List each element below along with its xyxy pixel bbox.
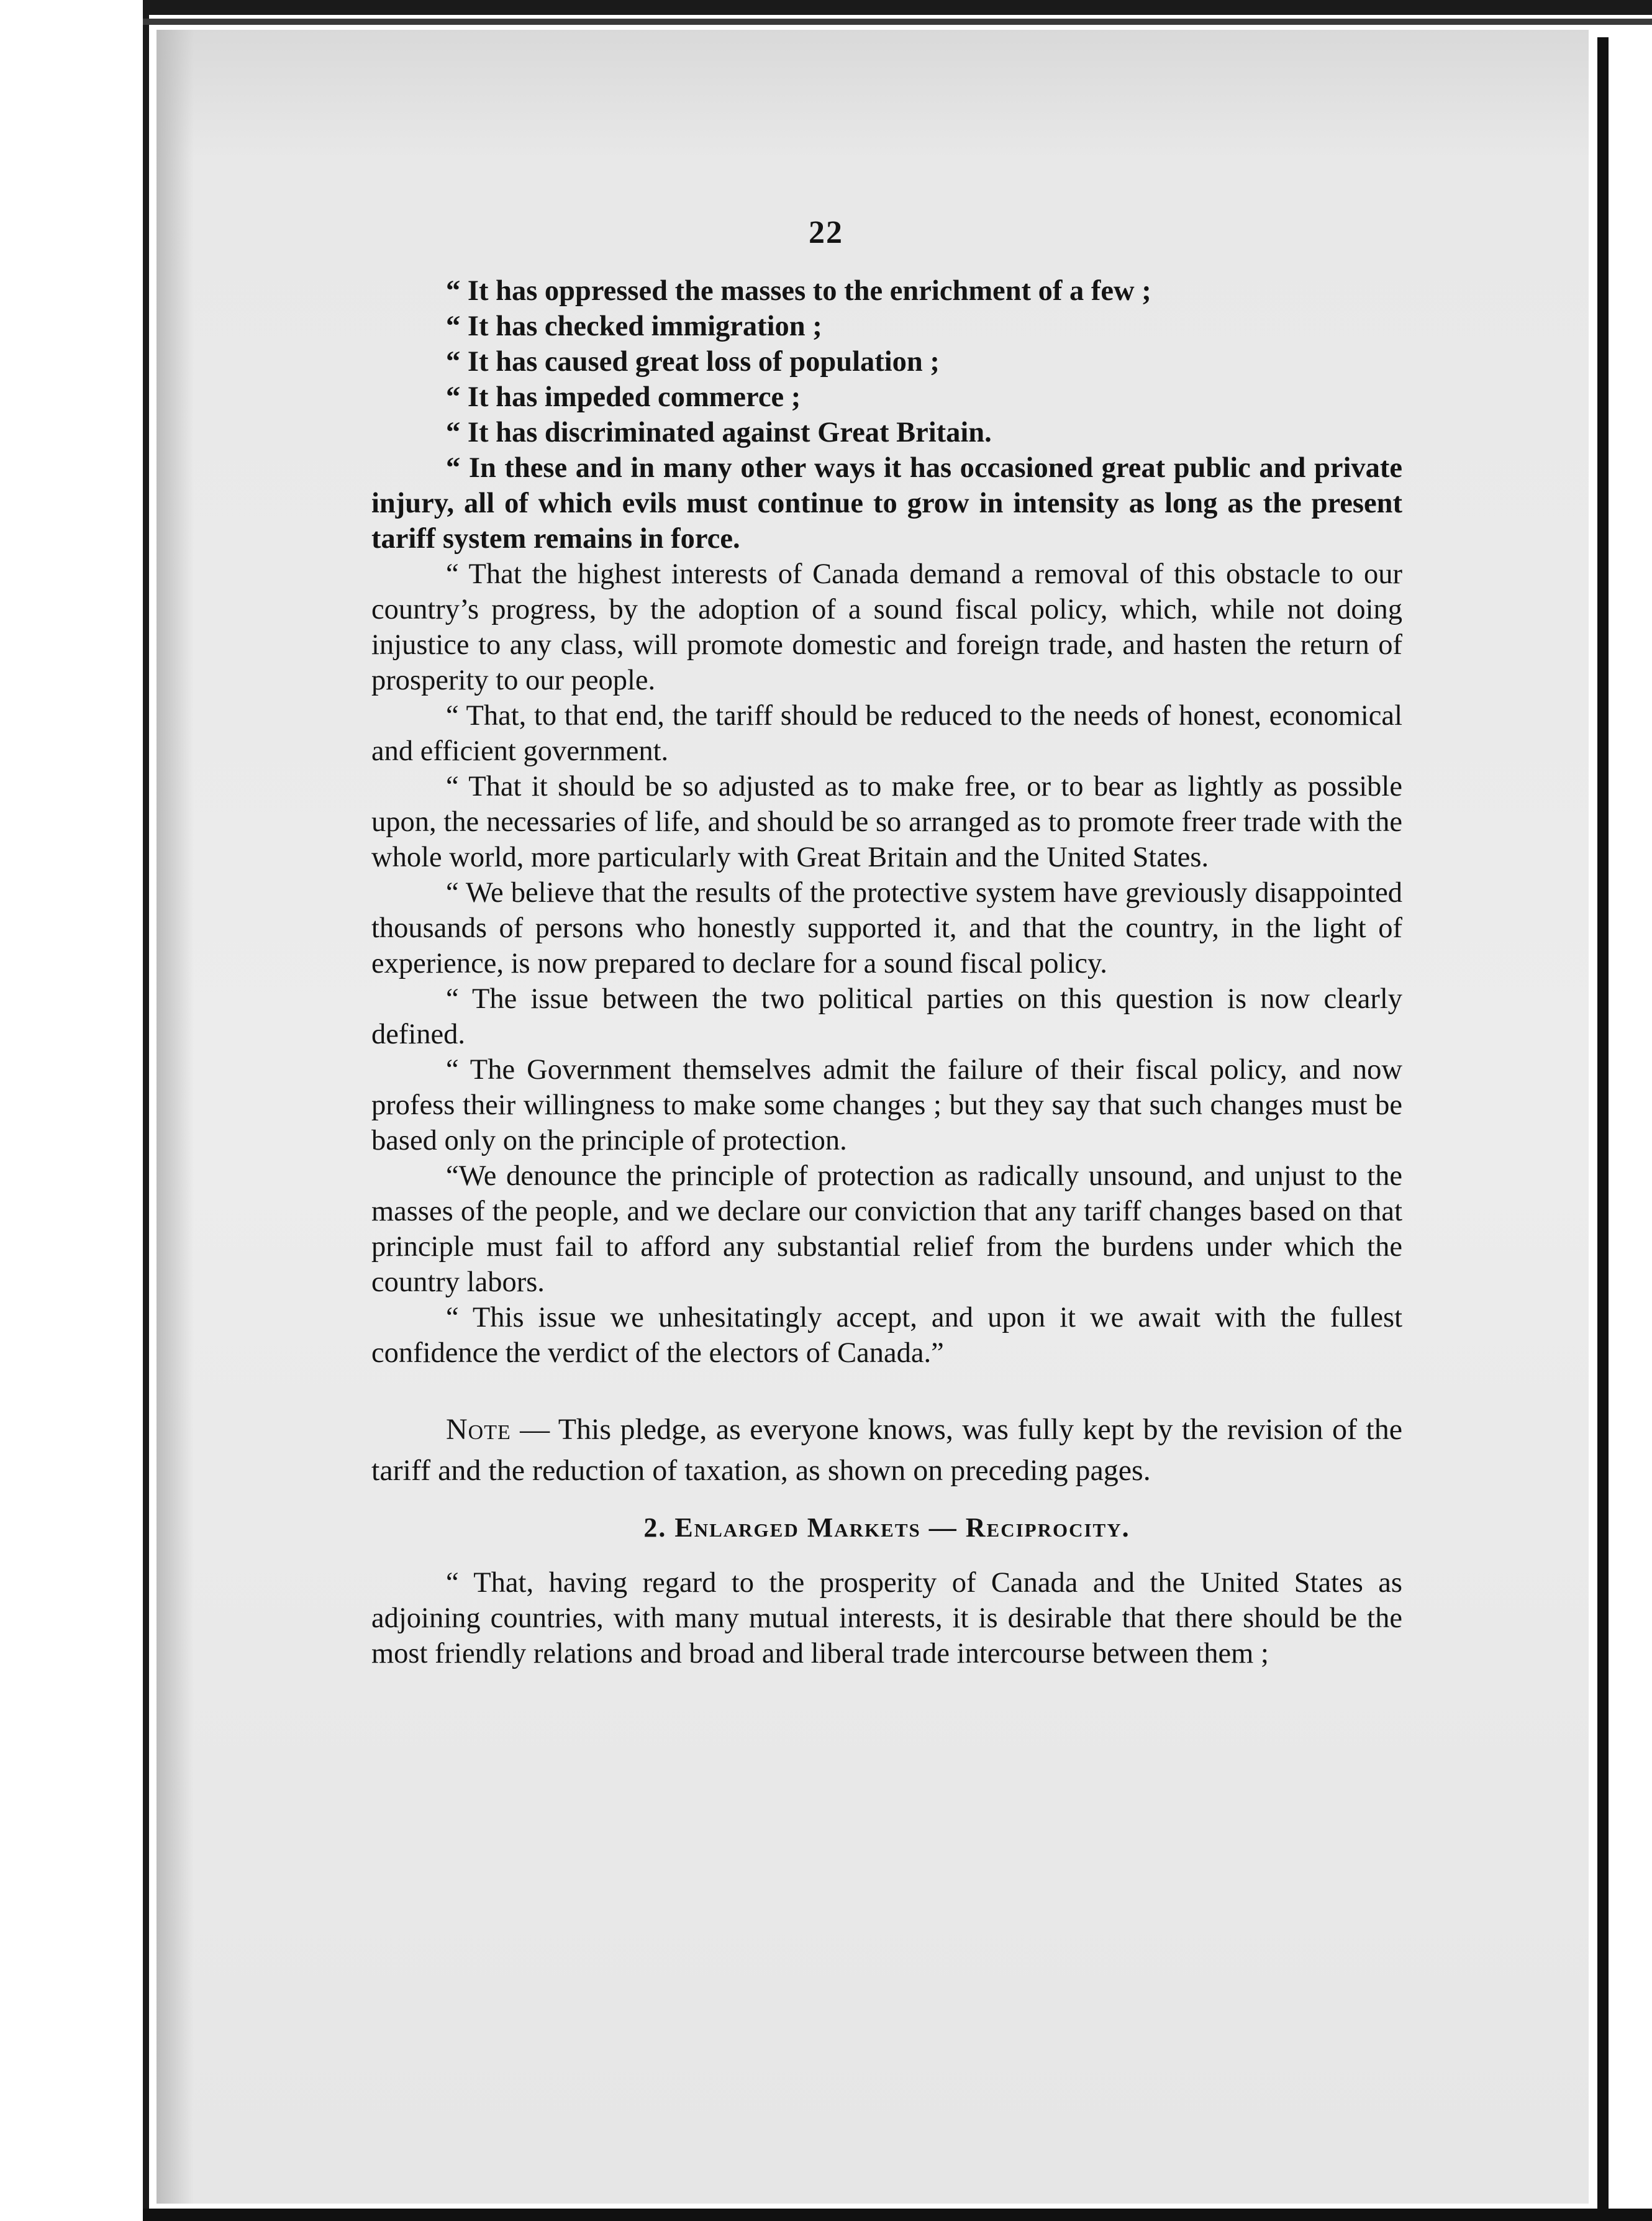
note-dash: — xyxy=(511,1413,558,1446)
paragraph: “ We believe that the results of the protective system have greviously disappointed thousands of persons who honestly supported it, and that the country, in the light of experience, is now prepared to declare for a sound fiscal policy. xyxy=(371,877,1402,979)
frame-bottom-border xyxy=(143,2209,1652,2221)
page-binding-shadow xyxy=(157,30,194,2204)
section-heading: 2. Enlarged Markets — Reciprocity. xyxy=(643,1512,1130,1543)
paragraph: “ The issue between the two political parties on this question is now clearly defined. xyxy=(371,983,1402,1050)
document-body xyxy=(371,273,1402,1671)
frame-left-border xyxy=(143,0,149,2221)
note-paragraph xyxy=(371,1409,1402,1491)
paragraph: “ That the highest interests of Canada demand a removal of this obstacle to our country’s progress, by the adoption of a sound fiscal policy, which, while not doing injustice to any class, will promote domestic and foreign trade, and hasten the return of prosperity to our people. xyxy=(371,558,1402,696)
page-number: 22 xyxy=(809,215,843,250)
paragraph: “ In these and in many other ways it has occasioned great public and private injury, all of which evils must continue to grow in intensity as long as the present tariff system remains in force. xyxy=(371,452,1402,555)
paragraph: “ That, having regard to the prosperity of Canada and the United States as adjoining countries, with many mutual interests, it is desirable that there should be the most friendly relations and broad and liberal trade intercourse between them ; xyxy=(371,1567,1402,1669)
paragraph: “ That it should be so adjusted as to make free, or to bear as lightly as possible upon, the necessaries of life, and should be so arranged as to promote freer trade with the whole world, more particularly with Great Britain and the United States. xyxy=(371,771,1402,873)
note-text: This pledge, as everyone knows, was fully kept by the revision of the tariff and the reduction of taxation, as shown on preceding pages. xyxy=(371,1413,1402,1487)
paragraph: “ The Government themselves admit the failure of their fiscal policy, and now profess their willingness to make some changes ; but they say that such changes must be based only on the principle of protection. xyxy=(371,1054,1402,1156)
list-item: “ It has impeded commerce ; xyxy=(446,381,801,413)
paragraph: “ This issue we unhesitatingly accept, and upon it we await with the fullest confidence the verdict of the electors of Canada.” xyxy=(371,1302,1402,1369)
list-item: “ It has caused great loss of population ; xyxy=(446,346,940,378)
list-item: “ It has discriminated against Great Britain. xyxy=(446,417,992,448)
frame-top-border-inner xyxy=(143,19,1652,25)
paragraph: “We denounce the principle of protection as radically unsound, and unjust to the masses of the people, and we declare our conviction that any tariff changes based on that principle must fail to afford any substantial relief from the burdens under which the country labors. xyxy=(371,1160,1402,1298)
note-label: Note xyxy=(446,1413,511,1446)
frame-top-border xyxy=(143,0,1652,15)
paragraph: “ That, to that end, the tariff should be reduced to the needs of honest, economical and efficient government. xyxy=(371,700,1402,767)
frame-right-border xyxy=(1597,37,1609,2221)
list-item: “ It has checked immigration ; xyxy=(446,311,822,342)
list-item: “ It has oppressed the masses to the enrichment of a few ; xyxy=(446,275,1151,307)
